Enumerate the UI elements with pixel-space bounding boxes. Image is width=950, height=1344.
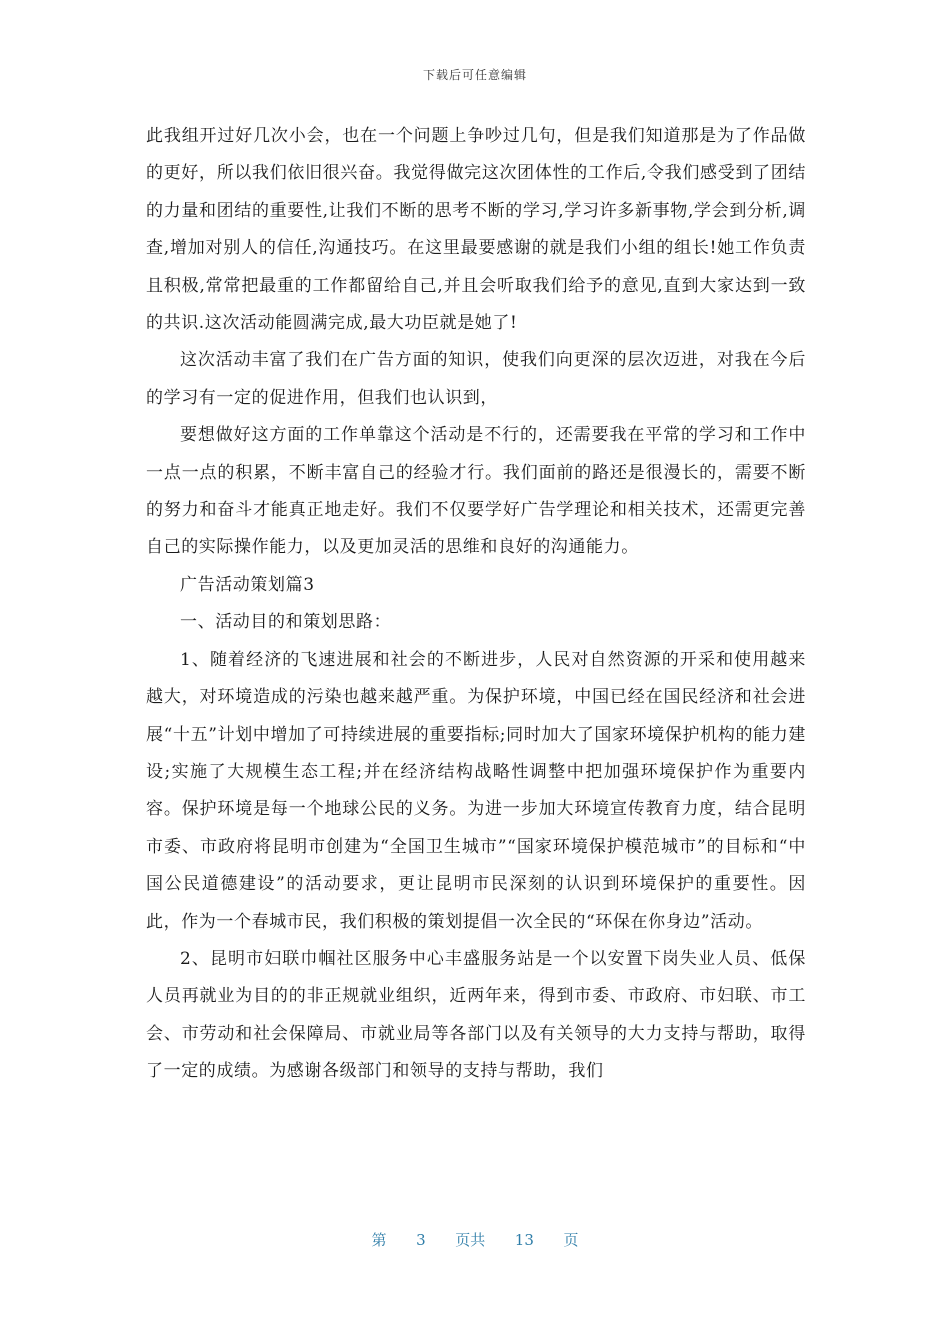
footer-label-end: 页	[563, 1231, 579, 1249]
section-title: 广告活动策划篇3	[180, 574, 315, 595]
page-footer	[0, 1229, 950, 1250]
paragraph-3: 要想做好这方面的工作单靠这个活动是不行的，还需要我在平常的学习和工作中一点一点的积累，不断丰富自己的经验才行。我们面前的路还是很漫长的，需要不断的努力和奋斗才能真正地走好。我们不仅要学好广告学理论和相关技术，还需更完善自己的实际操作能力，以及更加灵活的思维和良好的沟通能力。	[146, 425, 806, 558]
paragraph-item-1: 1、随着经济的飞速进展和社会的不断进步，人民对自然资源的开采和使用越来越大，对环境造成的污染也越来越严重。为保护环境，中国已经在国民经济和社会进展“十五”计划中增加了可持续进展的重要指标;同时加大了国家环境保护机构的能力建设;实施了大规模生态工程;并在经济结构战略性调整中把加强环境保护作为重要内容。保护环境是每一个地球公民的义务。为进一步加大环境宣传教育力度，结合昆明市委、市政府将昆明市创建为“全国卫生城市”“国家环境保护模范城市”的目标和“中国公民道德建设”的活动要求，更让昆明市民深刻的认识到环境保护的重要性。因此，作为一个春城市民，我们积极的策划提倡一次全民的“环保在你身边”活动。	[146, 649, 806, 932]
footer-current-page: 3	[416, 1231, 426, 1249]
paragraph-1: 此我组开过好几次小会，也在一个问题上争吵过几句，但是我们知道那是为了作品做的更好，所以我们依旧很兴奋。我觉得做完这次团体性的工作后,令我们感受到了团结的力量和团结的重要性,让我们不断的思考不断的学习,学习许多新事物,学会到分析,调查,增加对别人的信任,沟通技巧。在这里最要感谢的就是我们小组的组长!她工作负责且积极,常常把最重的工作都留给自己,并且会听取我们给予的意见,直到大家达到一致的共识.这次活动能圆满完成,最大功臣就是她了!	[146, 126, 807, 334]
footer-total-pages: 13	[514, 1231, 534, 1249]
paragraph-item-2: 2、昆明市妇联巾帼社区服务中心丰盛服务站是一个以安置下岗失业人员、低保人员再就业为目的的非正规就业组织，近两年来，得到市委、市政府、市妇联、市工会、市劳动和社会保障局、市就业局等各部门以及有关领导的大力支持与帮助，取得了一定的成绩。为感谢各级部门和领导的支持与帮助，我们	[146, 948, 806, 1082]
footer-label-page: 第	[371, 1231, 387, 1249]
paragraph-2: 这次活动丰富了我们在广告方面的知识，使我们向更深的层次迈进，对我在今后的学习有一定的促进作用，但我们也认识到，	[146, 350, 806, 408]
subsection-title: 一、活动目的和策划思路：	[180, 612, 392, 633]
footer-label-of: 页共	[455, 1231, 486, 1249]
document-body	[146, 118, 806, 1091]
page-header: 下载后可任意编辑	[422, 68, 527, 82]
